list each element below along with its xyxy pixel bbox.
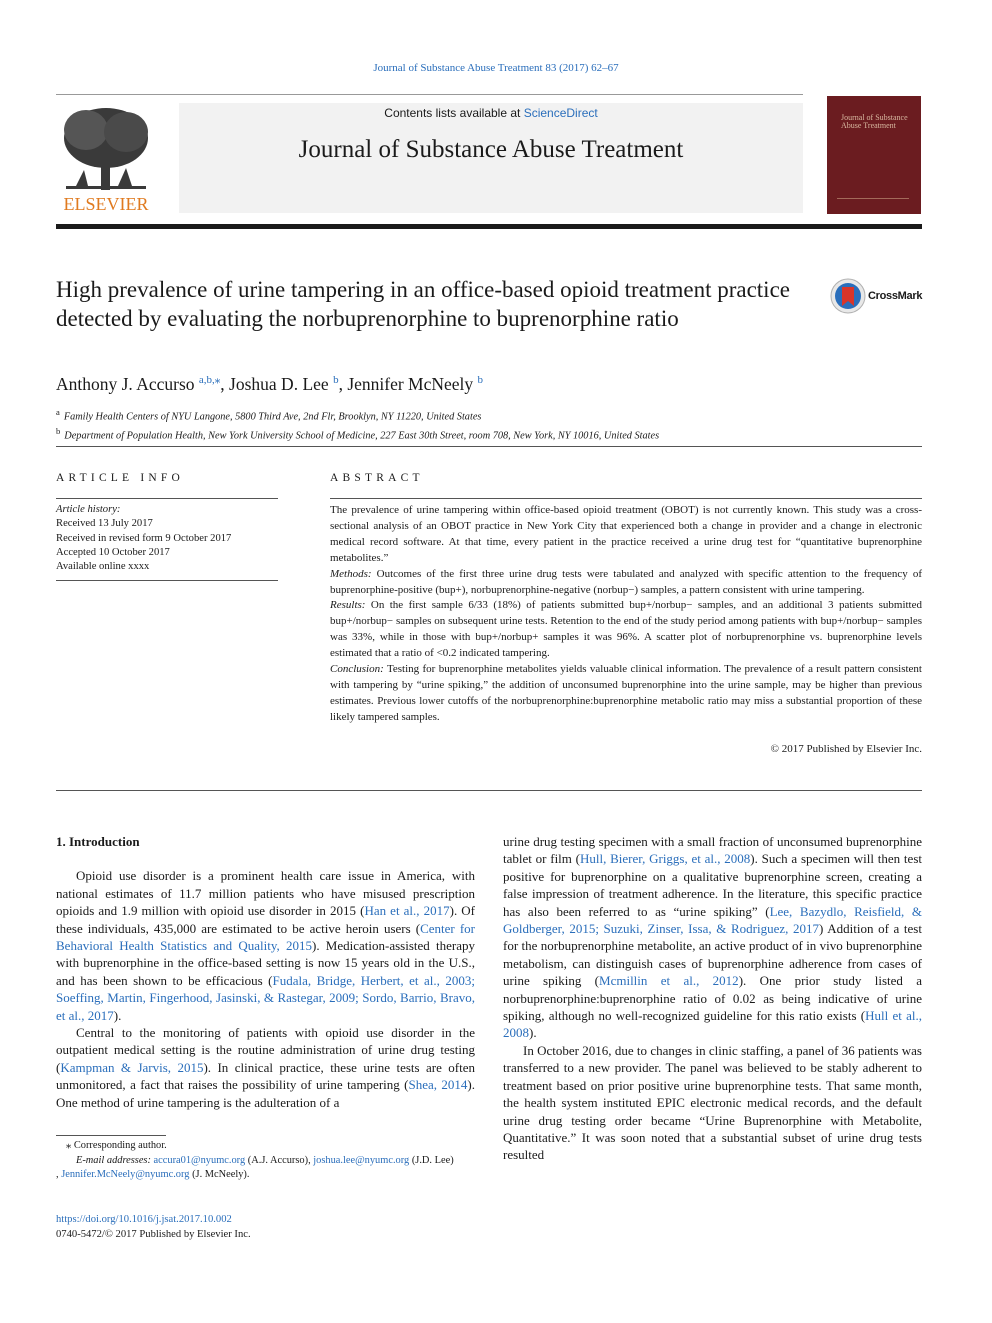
corresponding-author-footnote <box>56 1139 476 1183</box>
citation-link[interactable]: Hull, Bierer, Griggs, et al., 2008 <box>580 851 751 867</box>
paragraph-text: ). Medication-assisted therapy with buprenorphine in the office-based setting is now 15 years old in the U.S., and has been shown to be efficacious ( <box>56 938 475 988</box>
conclusion-text: Testing for buprenorphine metabolites yields valuable clinical information. The prevalence of a result pattern consistent with tampering by “urine spiking,” the addition of unconsumed buprenorphine into the urine sample, may be higher than previous estimates. Previous lower cutoffs of the norbuprenorphine:buprenorphine metabolic ratio may miss a substantial proportion of these likely tampered samples. <box>330 663 922 723</box>
citation-link[interactable]: Fudala, Bridge, Herbert, et al., 2003; Soeffing, Martin, Fingerhood, Jasinski, & Rastegar, 2009; Sordo, Barrio, Bravo, et al., 2017 <box>56 972 475 1023</box>
intro-paragraph-1 <box>56 867 475 1024</box>
article-title: High prevalence of urine tampering in an office-based opioid treatment practice detected by evaluating the norbuprenorphine to buprenorphine ratio <box>56 277 790 331</box>
article-history <box>56 503 286 574</box>
intro-paragraph-2-continued <box>503 833 922 1042</box>
affiliation-label: a <box>56 407 60 417</box>
history-revised: Received in revised form 9 October 2017 <box>56 532 232 544</box>
author-list <box>56 373 856 395</box>
paragraph-text: ). Of these individuals, 435,000 are estimated to be active heroin users ( <box>56 903 476 936</box>
email-owner: (A.J. Accurso), <box>245 1154 314 1166</box>
citation-link[interactable]: Kampman & Jarvis, 2015 <box>60 1059 204 1075</box>
cover-divider <box>837 198 909 199</box>
article-info-heading: ARTICLE INFO <box>56 472 184 484</box>
affiliation-rule <box>56 446 922 447</box>
paragraph-text: ). <box>113 1007 122 1023</box>
methods-text: Outcomes of the first three urine drug tests were tabulated and analyzed with specific attention to the frequency of buprenorphine-positive (bup+), norbuprenorphine-negative (norbup−) samples, a pattern consistent with urine tampering. <box>330 567 922 596</box>
footnote-emails <box>56 1154 476 1169</box>
author-separator: , <box>220 373 230 394</box>
paragraph-text: ). <box>529 1025 537 1041</box>
affiliation-text: Department of Population Health, New York University School of Medicine, 227 East 30th Street, room 708, New York, NY 10016, United States <box>64 430 660 442</box>
body-column-right <box>503 833 922 1164</box>
abstract-intro: The prevalence of urine tampering within office-based opioid treatment (OBOT) is not currently known. This study was a cross-sectional analysis of an OBOT practice in New York City that experienced both a change in provider and a change in electronic medical record software. At that time, every patient in the practice received a urine drug test for “quantitative buprenorphine metabolites.” <box>330 504 922 564</box>
affiliation-b <box>56 424 916 443</box>
paragraph-text: ). In clinical practice, these urine tests are often unmonitored, a fact that raises the possibility of urine tampering ( <box>56 1059 475 1093</box>
footnote-corresponding <box>56 1139 476 1154</box>
footnote-emails-continued <box>56 1168 476 1183</box>
email-link[interactable]: accura01@nyumc.org <box>153 1154 246 1166</box>
intro-paragraph-2 <box>56 1024 475 1111</box>
footnote-corresponding-text: Corresponding author. <box>73 1140 167 1151</box>
paragraph-text: In October 2016, due to changes in clinic staffing, a panel of 36 patients was transferred to a new provider. The panel was believed to be stably adherent to treatment based on prior positive urine buprenorphine tests. That same month, the health system instituted EPIC electronic medical records, and the default urine drug testing order became “Urine Buprenorphine with Metabolite, Quantitative.” It was soon noted that a substantial subset of urine drug tests resulted <box>503 1042 922 1163</box>
email-label: E-mail addresses: <box>76 1154 151 1166</box>
contents-prefix: Contents lists available at <box>384 106 524 120</box>
history-online: Available online xxxx <box>56 561 150 573</box>
author-affiliation-marker[interactable]: a,b,⁎ <box>198 374 221 386</box>
citation-link[interactable]: Lee, Bazydlo, Reisfield, & Goldberger, 2015; Suzuki, Zinser, Issa, & Rodriguez, 2017 <box>503 903 922 937</box>
author-separator: , <box>338 373 348 394</box>
citation-link[interactable]: Center for Behavioral Health Statistics and Quality, 2015 <box>56 920 475 954</box>
doi-link[interactable]: https://doi.org/10.1016/j.jsat.2017.10.002 <box>56 1214 232 1225</box>
email-link[interactable]: Jennifer.McNeely@nyumc.org <box>61 1169 190 1180</box>
citation-link[interactable]: Shea, 2014 <box>408 1077 468 1093</box>
affiliation-a <box>56 405 916 424</box>
abstract-conclusion <box>330 662 922 726</box>
section-heading-introduction: 1. Introduction <box>56 834 140 849</box>
footnote-marker: ⁎ <box>66 1140 72 1151</box>
contents-available-line <box>179 106 803 120</box>
paragraph-text: ). One method of urine tampering is the adulteration of a <box>56 1077 475 1110</box>
paragraph-text: ). One prior study listed a norbuprenorphine:buprenorphine ratio of 0.02 as being indicative of urine spiking, although no well-recognized guideline for this ratio exists ( <box>503 973 922 1024</box>
journal-cover-thumbnail[interactable] <box>827 96 921 214</box>
body-top-rule <box>56 790 922 791</box>
issn-copyright: 0740-5472/© 2017 Published by Elsevier Inc. <box>56 1229 251 1240</box>
results-label: Results: <box>330 599 366 612</box>
header-top-rule <box>56 94 803 95</box>
journal-citation-link[interactable]: Journal of Substance Abuse Treatment 83 (2017) 62–67 <box>373 62 619 74</box>
author-affiliation-marker[interactable]: b <box>333 374 339 386</box>
paragraph-text: ) Addition of a test for the norbuprenorphine metabolite, an active product of in vivo buprenorphine metabolism, can distinguish cases of buprenorphine adherence from cases of urine spiking ( <box>503 921 922 989</box>
article-info-rule <box>56 498 278 499</box>
header-bottom-rule <box>56 224 922 229</box>
author-name[interactable]: Anthony J. Accurso <box>56 373 195 394</box>
journal-name[interactable]: Journal of Substance Abuse Treatment <box>298 136 684 163</box>
email-link[interactable]: joshua.lee@nyumc.org <box>313 1154 410 1166</box>
article-info-bottom-rule <box>56 580 278 581</box>
paragraph-text: ). Such a specimen will then test positive for buprenorphine on a qualitative buprenorphine screen, creating a false impression of treatment adherence. In the literature, this specific practice has also been referred to as “urine spiking” ( <box>503 851 922 919</box>
affiliation-text: Family Health Centers of NYU Langone, 5800 Third Ave, 2nd Flr, Brooklyn, NY 11220, United States <box>63 411 482 423</box>
author-name[interactable]: Joshua D. Lee <box>229 373 329 394</box>
crossmark-label[interactable]: CrossMark <box>868 290 923 302</box>
intro-paragraph-3 <box>503 1042 922 1164</box>
methods-label: Methods: <box>330 567 372 580</box>
email-separator: , <box>56 1169 62 1180</box>
cover-title: Journal of Substance Abuse Treatment <box>841 113 908 130</box>
article-history-label: Article history: <box>56 504 121 515</box>
abstract-copyright: © 2017 Published by Elsevier Inc. <box>770 743 922 755</box>
citation-link[interactable]: Mcmillin et al., 2012 <box>599 973 739 989</box>
body-column-left <box>56 833 475 1111</box>
conclusion-label: Conclusion: <box>330 663 384 676</box>
history-accepted: Accepted 10 October 2017 <box>56 546 170 558</box>
elsevier-wordmark: ELSEVIER <box>63 194 149 214</box>
author-name[interactable]: Jennifer McNeely <box>347 373 474 394</box>
results-text: On the first sample 6/33 (18%) of patients submitted bup+/norbup− samples, and an additional 3 patients submitted bup+/norbup− samples on subsequent urine tests. Retention to the end of the study period among patients with bup+/norbup− samples was 33%, while in those with bup+/norbup+ samples it was 96%. A scatter plot of norbuprenorphine vs. buprenorphine levels estimated that a ratio of <0.2 indicated tampering. <box>330 599 922 660</box>
affiliation-label: b <box>56 426 61 437</box>
footnote-rule <box>56 1135 166 1136</box>
citation-link[interactable]: Hull et al., 2008 <box>503 1008 922 1041</box>
email-owner: (J. McNeely). <box>189 1169 250 1180</box>
paragraph-text: Opioid use disorder is a prominent health care issue in America, with national estimates of 11.7 million patients who have misused prescription opioids and 1.9 million with opioid use disorder in 2015 ( <box>56 868 475 919</box>
citation-link[interactable]: Han et al., 2017 <box>364 903 450 919</box>
abstract-results <box>330 598 922 662</box>
email-owner: (J.D. Lee) <box>409 1154 454 1166</box>
sciencedirect-link[interactable]: ScienceDirect <box>523 106 598 120</box>
abstract-heading: ABSTRACT <box>330 472 424 484</box>
abstract-body <box>330 503 922 726</box>
author-affiliation-marker[interactable]: b <box>477 374 484 386</box>
abstract-methods <box>330 567 922 599</box>
paragraph-text: urine drug testing specimen with a small fraction of unconsumed buprenorphine tablet or film ( <box>503 834 922 867</box>
history-received: Received 13 July 2017 <box>56 518 153 530</box>
affiliations <box>56 405 916 444</box>
abstract-rule <box>330 498 922 499</box>
elsevier-tree-logo[interactable] <box>56 100 156 215</box>
crossmark-icon[interactable] <box>830 278 866 314</box>
paragraph-text: Central to the monitoring of patients with opioid use disorder in the outpatient medical setting is the routine administration of urine drug testing ( <box>56 1025 475 1075</box>
